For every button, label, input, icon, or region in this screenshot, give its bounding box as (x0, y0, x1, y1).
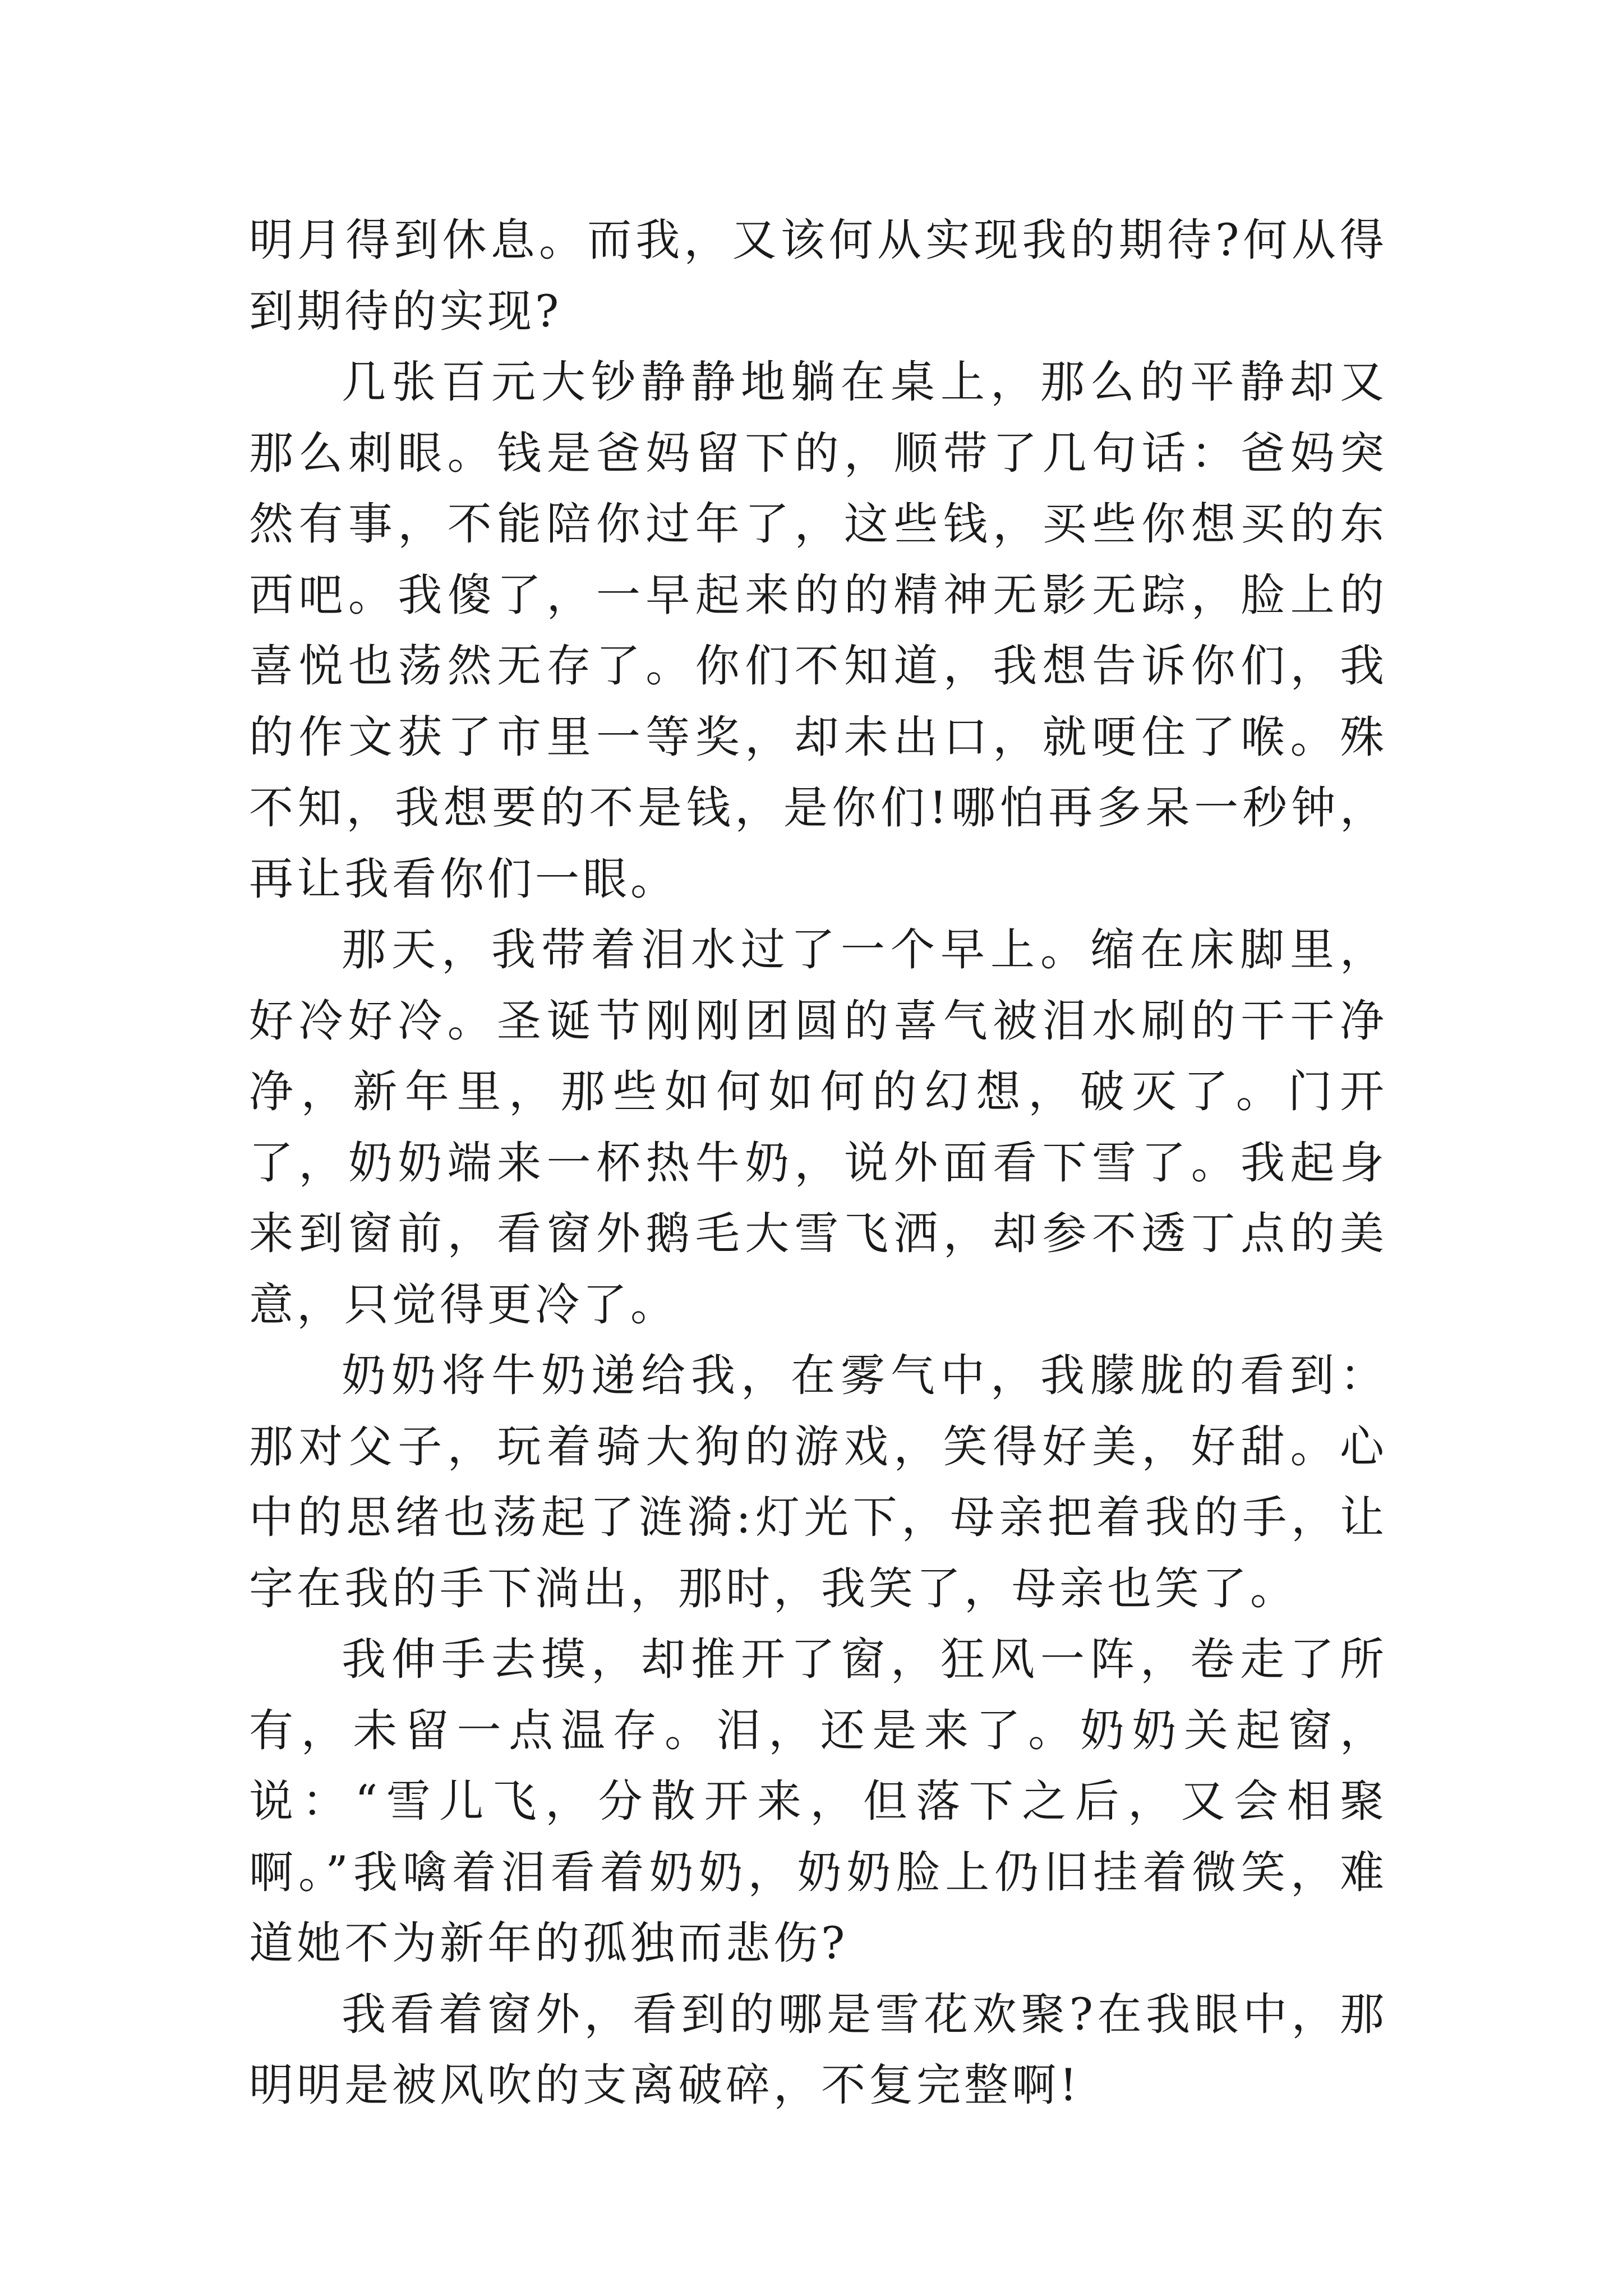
paragraph-closing: 我看着窗外，看到的哪是雪花欢聚?在我眼中，那明明是被风吹的支离破碎，不复完整啊! (249, 1988, 1387, 2111)
paragraph-continuation: 明月得到休息。而我，又该何从实现我的期待?何从得到期待的实现? (249, 214, 1387, 337)
paragraph-memory: 奶奶将牛奶递给我，在雾气中，我朦胧的看到：那对父子，玩着骑大狗的游戏，笑得好美，好甜。心中的思绪也荡起了涟漪:灯光下，母亲把着我的手，让字在我的手下淌出，那时，我笑了，母亲也笑了。 (249, 1350, 1387, 1614)
paragraph-tearful-morning: 那天，我带着泪水过了一个早上。缩在床脚里，好冷好冷。圣诞节刚刚团圆的喜气被泪水刷的干干净净，新年里，那些如何如何的幻想，破灭了。门开了，奶奶端来一杯热牛奶，说外面看下雪了。我起身来到窗前，看窗外鹅毛大雪飞洒，却参不透丁点的美意，只觉得更冷了。 (249, 924, 1387, 1331)
paragraph-grandma-words: 我伸手去摸，却推开了窗，狂风一阵，卷走了所有，未留一点温存。泪，还是来了。奶奶关起窗，说：“雪儿飞，分散开来，但落下之后，又会相聚啊。”我噙着泪看着奶奶，奶奶脸上仍旧挂着微笑，难道她不为新年的孤独而悲伤? (249, 1634, 1387, 1969)
paragraph-money-on-table: 几张百元大钞静静地躺在桌上，那么的平静却又那么刺眼。钱是爸妈留下的，顺带了几句话：爸妈突然有事，不能陪你过年了，这些钱，买些你想买的东西吧。我傻了，一早起来的的精神无影无踪，脸上的喜悦也荡然无存了。你们不知道，我想告诉你们，我的作文获了市里一等奖，却未出口，就哽住了喉。殊不知，我想要的不是钱，是你们!哪怕再多呆一秒钟，再让我看你们一眼。 (249, 356, 1387, 905)
document-body (249, 205, 1387, 2121)
